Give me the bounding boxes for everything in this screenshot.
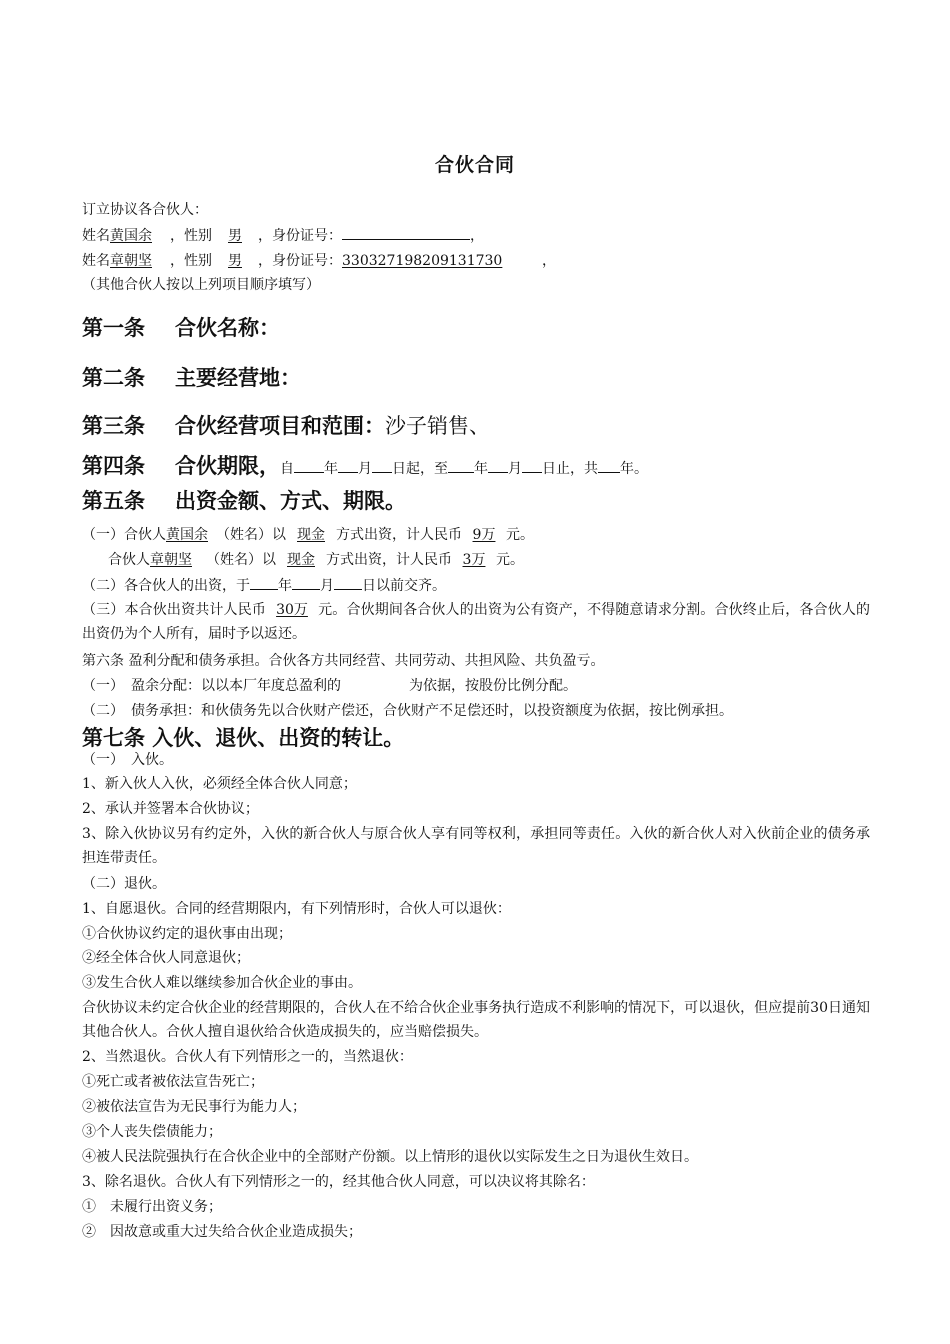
clause-line: ②经全体合伙人同意退伙； (82, 950, 250, 966)
clause-line: 1、新入伙人入伙，必须经全体合伙人同意； (82, 776, 357, 792)
profit-distribution-line: （一） 盈余分配：以以本厂年度总盈利的 为依据，按股份比例分配。 (82, 678, 577, 694)
name-label: 姓名 (82, 228, 110, 244)
contribution-deadline-line: （二）各合伙人的出资，于 年 月 日以前交齐。 (82, 575, 872, 597)
contribution-total-paragraph: （三）本合伙出资共计人民币 30万 元。合伙期间各合伙人的出资为公有资产，不得随意请求分割。合伙终止后，各合伙人的出资仍为个人所有，届时予以返还。 (82, 598, 870, 646)
line-end: ， (470, 228, 484, 244)
article-number: 第二条 (82, 366, 145, 390)
article-title: 主要经营地： (175, 366, 301, 390)
article-2-heading (82, 362, 301, 392)
article-title: 出资金额、方式、期限。 (175, 489, 406, 513)
clause-line: 2、承认并签署本合伙协议； (82, 801, 259, 817)
contribution-method: 现金 (297, 527, 325, 543)
clause-line: （一） 入伙。 (82, 752, 173, 768)
gender-label: ，性别 (170, 228, 212, 244)
clause-line: 2、当然退伙。合伙人有下列情形之一的，当然退伙： (82, 1049, 413, 1065)
clause-line: 1、自愿退伙。合同的经营期限内，有下列情形时，合伙人可以退伙： (82, 901, 511, 917)
article-number: 第三条 (82, 414, 145, 438)
article-number: 第五条 (82, 489, 145, 513)
clause-line: ②被依法宣告为无民事行为能力人； (82, 1099, 306, 1115)
partner-id: 330327198209131730 (342, 253, 503, 269)
clause-line: （二）退伙。 (82, 876, 166, 892)
article-title: 合伙期限， (175, 454, 280, 478)
id-label: ，身份证号： (258, 253, 342, 269)
article-title: 合伙经营项目和范围： (175, 414, 385, 438)
article-1-heading (82, 312, 280, 342)
partner-name: 章朝坚 (150, 552, 192, 568)
clause-line: ① 未履行出资义务； (82, 1199, 222, 1215)
line-end: ， (542, 253, 556, 269)
debt-liability-line: （二） 债务承担：和伙债务先以合伙财产偿还，合伙财产不足偿还时，以投资额度为依据，按比例承担。 (82, 703, 733, 719)
gender-label: ，性别 (170, 253, 212, 269)
partner-name: 黄国余 (110, 228, 152, 244)
partner-id-blank (342, 225, 470, 240)
partner-line-2 (82, 250, 872, 272)
article-6-line: 第六条 盈利分配和债务承担。合伙各方共同经营、共同劳动、共担风险、共负盈亏。 (82, 653, 605, 669)
contribution-line-1: （一）合伙人黄国余 （姓名）以 现金 方式出资，计人民币 9万 元。 (82, 524, 872, 546)
partners-note: （其他合伙人按以上列项目顺序填写） (82, 277, 320, 293)
clause-line: ①合伙协议约定的退伙事由出现； (82, 926, 292, 942)
contribution-line-2: 合伙人章朝坚 （姓名）以 现金 方式出资，计人民币 3万 元。 (108, 549, 898, 571)
withdrawal-paragraph: 合伙协议未约定合伙企业的经营期限的，合伙人在不给合伙企业事务执行造成不利影响的情况下，可以退伙，但应提前30日通知其他合伙人。合伙人擅自退伙给合伙造成损失的，应当赔偿损失。 (82, 1000, 870, 1040)
contribution-amount: 9万 (472, 527, 496, 543)
article-number: 第四条 (82, 454, 145, 478)
clause-line: 3、除名退伙。合伙人有下列情形之一的，经其他合伙人同意，可以决议将其除名： (82, 1174, 595, 1190)
clause-line: ④被人民法院强执行在合伙企业中的全部财产份额。以上情形的退伙以实际发生之日为退伙生效日。 (82, 1149, 698, 1165)
article-number: 第一条 (82, 316, 145, 340)
clause-line: ①死亡或者被依法宣告死亡； (82, 1074, 264, 1090)
partner-gender: 男 (228, 228, 242, 244)
id-label: ，身份证号： (258, 228, 342, 244)
article-3-heading (82, 410, 490, 440)
document-title: 合伙合同 (434, 154, 515, 176)
partner-name: 黄国余 (166, 527, 208, 543)
contribution-method: 现金 (287, 552, 315, 568)
article-7-heading: 第七条 入伙、退伙、出资的转让。 (82, 726, 405, 750)
business-scope-value: 沙子销售、 (385, 414, 490, 438)
term-text: 自 年 月 日起，至 年 月 日止，共 年。 (280, 461, 648, 477)
partner-name: 章朝坚 (110, 253, 152, 269)
partner-line-1 (82, 225, 872, 247)
clause-line: ② 因故意或重大过失给合伙企业造成损失； (82, 1224, 362, 1240)
contribution-amount: 3万 (462, 552, 486, 568)
article-title: 合伙名称： (175, 316, 280, 340)
intro-line: 订立协议各合伙人： (82, 202, 208, 218)
clause-line: ③发生合伙人难以继续参加合伙企业的事由。 (82, 975, 362, 991)
article-4-heading (82, 450, 648, 480)
clause-line: ③个人丧失偿债能力； (82, 1124, 222, 1140)
partner-gender: 男 (228, 253, 242, 269)
article-5-heading (82, 485, 406, 515)
name-label: 姓名 (82, 253, 110, 269)
admission-paragraph: 3、除入伙协议另有约定外，入伙的新合伙人与原合伙人享有同等权利，承担同等责任。入伙的新合伙人对入伙前企业的债务承担连带责任。 (82, 826, 870, 866)
total-amount: 30万 (276, 602, 308, 618)
